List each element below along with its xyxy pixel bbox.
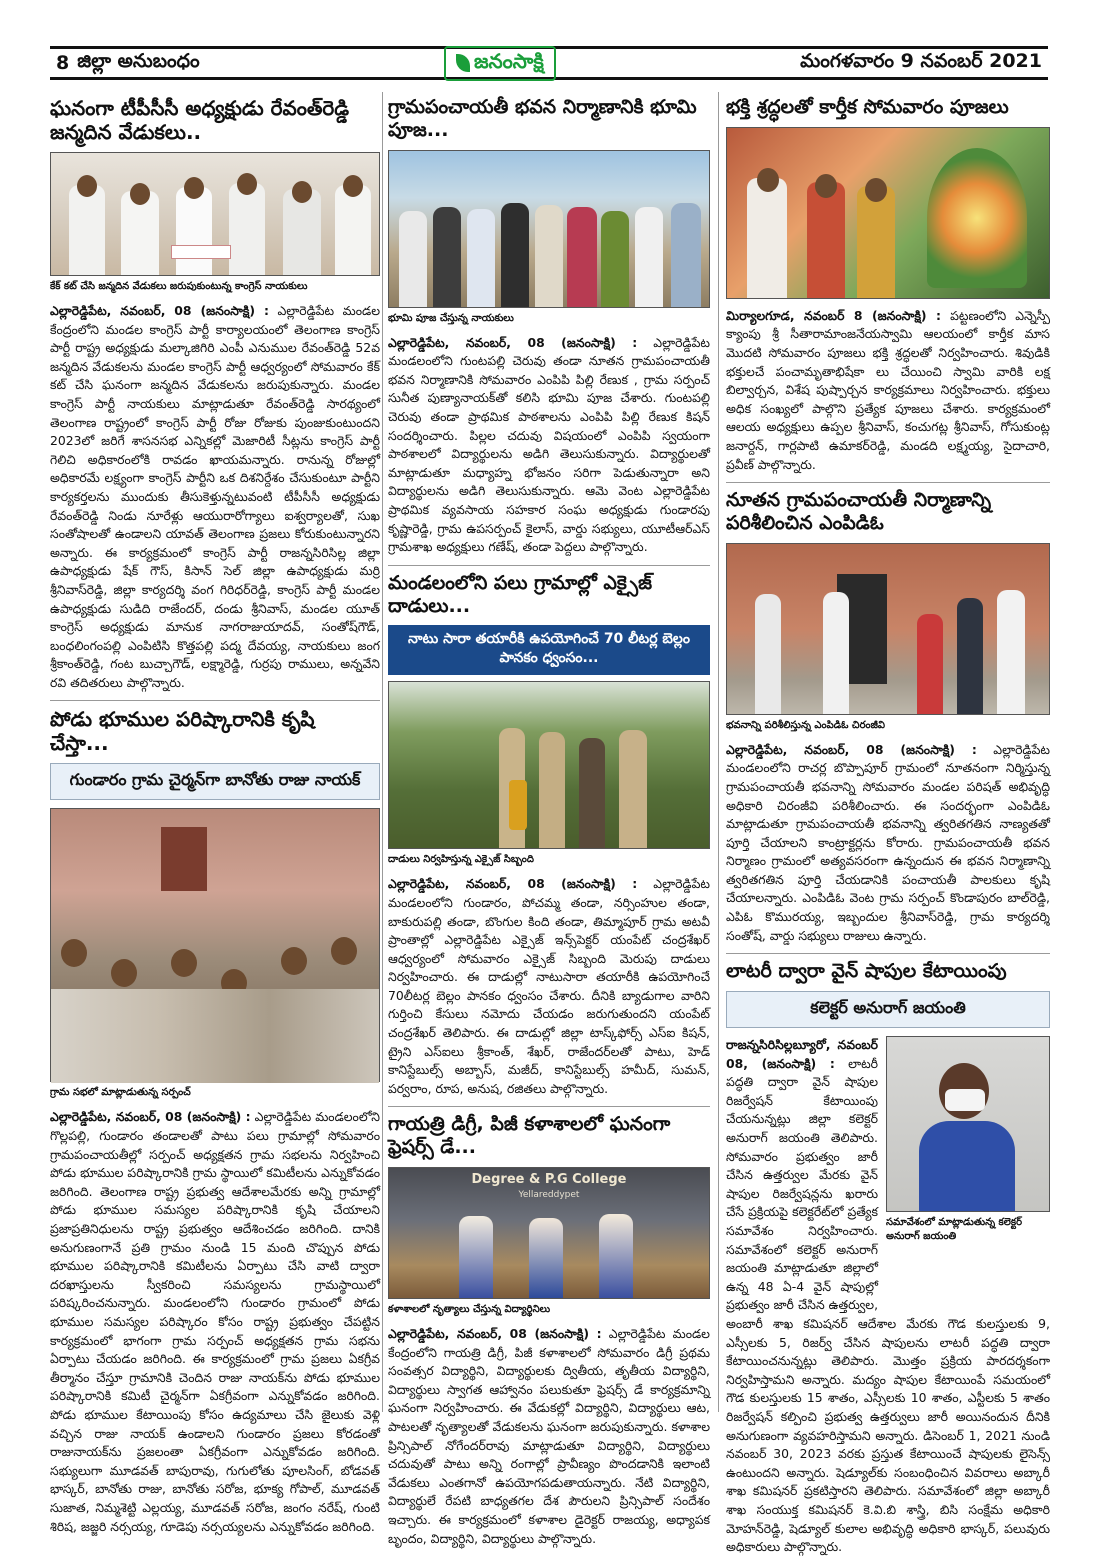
- section-name: జిల్లా అనుబంధం: [77, 49, 200, 72]
- article-headline: పోడు భూముల పరిష్కారానికి కృషి చేస్తా...: [50, 707, 315, 756]
- article-podu-lands: [50, 707, 380, 1536]
- article-headline: నూతన గ్రామపంచాయతీ నిర్మాణాన్ని పరిశీలించిన ఎంపిడిఓ: [726, 489, 992, 534]
- column-1: [50, 92, 380, 1544]
- article-text: లాటరీ పద్ధతి ద్వారా వైన్ షాపుల రిజర్వేషన్ కేటాయింపు చేయనున్నట్లు జిల్లా కలెక్టర్ అనురాగ్ జయంతి తెలిపారు. సోమవారం ప్రభుత్వం జారీ చేసిన ఉత్తర్వుల మేరకు వైన్ షాపుల రిజర్వేషన్లను ఖరారు చేసే ప్రక్రియపై కలెక్టరేట్‌లో ప్రత్యేక సమావేశం నిర్వహించారు. సమావేశంలో కలెక్టర్ అనురాగ్ జయంతి మాట్లాడుతూ జిల్లాలో ఉన్న 48 ఏ-4 వైన్ షాపుల్లో ప్రభుత్వం జారీ చేసిన ఉత్తర్వుల,: [726, 1055, 879, 1313]
- article-excise-raids: [388, 572, 710, 1099]
- page-header-left: [56, 50, 200, 77]
- article-body: [388, 334, 710, 557]
- photo-caption: కేక్ కట్ చేసి జన్మదిన వేడుకలు జరుపుకుంటున్న కాంగ్రెస్ నాయకులు: [50, 281, 308, 292]
- article-freshers-day: [388, 1113, 710, 1548]
- dateline: ఎల్లారెడ్డిపేట, నవంబర్, 08 (జనంసాక్షి) :: [388, 1326, 602, 1342]
- article-revanth-birthday: [50, 96, 380, 692]
- banner-subtext: Yellareddypet: [518, 1190, 580, 1201]
- article-photo: [388, 1167, 710, 1299]
- column-divider: [718, 92, 719, 1412]
- article-photo: [50, 152, 380, 276]
- dateline: రాజన్నసిరిసిల్లబ్యూరో, నవంబర్ 08, (జనంసాక్షి) :: [726, 1037, 878, 1071]
- article-body-narrow: [726, 1036, 878, 1315]
- article-subheadline: కలెక్టర్ అనురాగ్ జయంతి: [726, 991, 1050, 1028]
- article-subheadline: గుండారం గ్రామ చైర్మన్‌గా బానోతు రాజు నాయక్: [50, 763, 380, 800]
- article-body: [726, 1315, 1050, 1557]
- article-headline: లాటరీ ద్వారా వైన్ షాపుల కేటాయింపు: [726, 960, 1007, 983]
- dateline: ఎల్లారెడ్డిపేట, నవంబర్, 08 (జనంసాక్షి) :: [50, 1109, 251, 1125]
- article-top-row: [726, 1036, 1050, 1315]
- dateline: ఎల్లారెడ్డిపేట, నవంబర్, 08 (జనంసాక్షి) :: [726, 741, 977, 757]
- banner-text: Degree & P.G College: [471, 1172, 627, 1188]
- article-photo: [388, 681, 710, 849]
- article-body: [726, 741, 1050, 946]
- article-body: [50, 1108, 380, 1536]
- logo-text: జనంసాక్షి: [473, 48, 544, 73]
- article-headline: ఘనంగా టీపీసీసీ అధ్యక్షుడు రేవంత్‌రెడ్డి జన్మదిన వేడుకలు..: [50, 96, 350, 144]
- article-gp-bhoomi-puja: [388, 96, 710, 557]
- article-gp-inspection: [726, 489, 1050, 945]
- article-photo: [886, 1036, 1050, 1212]
- photo-caption: సమావేశంలో మాట్లాడుతున్న కలెక్టర్ అనురాగ్ జయంతి: [886, 1217, 1023, 1243]
- dateline: ఎల్లారెడ్డిపేట, నవంబర్, 08 (జనంసాక్షి) :: [50, 303, 269, 318]
- article-text: అంబారీ శాఖ కమిషనర్ ఆదేశాల మేరకు గౌడ కులస్తులకు 9, ఎస్సీలకు 5, రిజర్వ్ చేసిన షాపులను లాటరీ పద్ధతి ద్వారా కేటాయించనున్నట్లు తెలిపారు. మొత్తం ప్రక్రియ పారదర్శకంగా నిర్వహిస్తామని అన్నారు. మద్యం షాపుల కేటాయింపే సమయంలో గౌడ కులస్తులకు 15 శాతం, ఎస్సీలకు 10 శాతం, ఎస్టీలకు 5 శాతం రిజర్వేషన్ కల్పించి ప్రభుత్వ ఉత్తర్వులు జారీ అయినందున దీనికి అనుగుణంగా వ్యవహరిస్తామని అన్నారు. డిసెంబర్ 1, 2021 నుండి నవంబర్ 30, 2023 వరకు ప్రస్తుత కేటాయించే షాపులకు లైసెన్స్ ఉంటుందని అన్నారు. షెడ్యూల్‌కు సంబంధించిన వివరాలు అబ్కారీ శాఖ కమిషనర్ ప్రకటిస్తారని తెలిపారు. సమావేశంలో జిల్లా అబ్కారీ శాఖ సంయుక్త కమిషనర్ కె.వి.బి శాస్త్రి, బిసి సంక్షేమ అధికారి మోహన్‌రెడ్డి, షెడ్యూల్ కులాల అభివృద్ధి అధికారి భాస్కర్, పలువురు అధికారులు పాల్గొన్నారు.: [726, 1315, 1050, 1555]
- article-text: ఎల్లారెడ్డిపేట మండల కేంద్రంలోని గాయత్రి డిగ్రీ, పిజీ కళాశాలలో సోమవారం డిగ్రీ ప్రథమ సంవత్సర విద్యార్థిని, విద్యార్థులకు ద్వితీయ, తృతీయ విద్యార్థిని, విద్యార్థులు స్వాగత ఆహ్వానం పలుకుతూ ఫ్రెషర్స్ డే కార్యక్రమాన్ని ఘనంగా నిర్వహించారు. ఈ వేడుకల్లో విద్యార్థిని, విద్యార్థులు ఆట, పాటలతో నృత్యాలతో వేడుకలను ఘనంగా జరుపుకున్నారు. కళాశాల ప్రిన్సిపాల్ నోగేందర్‌రావు మాట్లాడుతూ విద్యార్థిని, విద్యార్థులు చదువుతో పాటు అన్ని రంగాల్లో ప్రావీణ్యం పొందడానికి ఇలాంటి వేడుకలు ఎంతగానో ఉపయోగపడుతాయన్నారు. నేటి విద్యార్థిని, విద్యార్థులే రేపటి బాధ్యతగల దేశ పౌరులని ప్రిన్సిపాల్ సందేశం ఇచ్చారు. ఈ కార్యక్రమంలో కళాశాల డైరెక్టర్ రాజయ్య, అధ్యాపక బృందం, విద్యార్థిని, విద్యార్థులు పాల్గొన్నారు.: [388, 1326, 710, 1546]
- article-text: ఎల్లారెడ్డిపేట మండలంలోని గుంటపల్లి చెరువు తండా నూతన గ్రామపంచాయతీ భవన నిర్మాణానికి సోమవారం ఎంపిపి పిల్లి రేణుక , గ్రామ సర్పంచ్ సునీత పుణ్యానాయక్‌తో కలిసి భూమి పూజ చేశారు. గుంటపల్లి చెరువు తండా ప్రాథమిక పాఠశాలను ఎంపిపి పిల్లి రేణుక కిషన్ సందర్శించారు. పిల్లల చదువు విషయంలో ఎంపిపి స్వయంగా పాఠశాలలో విద్యార్థులను అడిగి తెలుసుకున్నారు. విద్యార్థులతో మాట్లాడుతూ మధ్యాహ్న భోజనం సరిగా పెడుతున్నారా అని విద్యార్థులను అడిగి తెలుసుకున్నారు. ఆమె వెంట ఎల్లారెడ్డిపేట ప్రాథమిక వ్యవసాయ సహకార సంఘ అధ్యక్షుడు గుండారపు కృష్ణారెడ్డి, గ్రామ ఉపసర్పంచ్ కైలాస్, వార్డు సభ్యులు, యూటీఆర్ఎస్ గ్రామశాఖ అధ్యక్షులు గణేష్, తండా పెద్దలు పాల్గొన్నారు.: [388, 334, 710, 555]
- photo-caption: గ్రామ సభలో మాట్లాడుతున్న సర్పంచ్: [50, 1087, 191, 1099]
- dateline: ఎల్లారెడ్డిపేట, నవంబర్, 08 (జనంసాక్షి) :: [388, 876, 638, 892]
- article-headline: గ్రామపంచాయతీ భవన నిర్మాణానికి భూమి పూజ...: [388, 96, 697, 141]
- leaf-icon: [456, 54, 470, 72]
- page-number: 8: [56, 52, 70, 74]
- article-photo: [726, 127, 1050, 299]
- article-text: ఎల్లారెడ్డిపేట మండలంలోని గుండారం, పోచమ్మ తండా, నర్సింహుల తండా, బాకురుపల్లి తండా, బొంగుల కింది తండా, తిమ్మాపూర్ గ్రామ అటవీ ప్రాంతాల్లో ఎల్లారెడ్డిపేట ఎక్సైజ్ ఇన్స్‌పెక్టర్ యంపేట్ చంద్రశేఖర్ ఆధ్వర్యంలో సోమవారం ఎక్సైజ్ సిబ్బంది మెరుపు దాడులు నిర్వహించారు. ఈ దాడుల్లో నాటుసారా తయారీకి ఉపయోగించే 70లీటర్ల బెల్లం పానకం ధ్వంసం చేశారు. దీనికి బ్యాడుగాల వారిని గుర్తించి కేసులు నమోదు చేయడం జరుగుతుందని యంపేట్ చంద్రశేఖర్ తెలిపారు. ఈ దాడుల్లో జిల్లా టాస్క్‌ఫోర్స్ ఎస్ఐ కిషన్, ట్రైని ఎస్ఐలు శ్రీకాంత్, శేఖర్, రాజేందర్‌లతో పాటు, హెడ్ కానిస్టేబుల్స్ అబ్బాస్, మజీద్, కానిస్టేబుల్స్ హమీద్, సుమన్, పర్వరాం, రూప, అనుష, రజితలు పాల్గొన్నారు.: [388, 876, 710, 1096]
- article-headline: మండలంలోని పలు గ్రామాల్లో ఎక్సైజ్ దాడులు...: [388, 571, 652, 617]
- photo-block: [886, 1036, 1050, 1315]
- column-3: [726, 92, 1050, 1565]
- article-body: [388, 875, 710, 1098]
- article-photo: [388, 150, 710, 308]
- page-header: [50, 46, 1048, 80]
- article-karthika-puja: [726, 96, 1050, 474]
- article-text: ఎల్లారెడ్డిపేట మండలంలోని రాచర్ల బొప్పాపూర్ గ్రామంలో నూతనంగా నిర్మిస్తున్న గ్రామపంచాయతీ భవనాన్ని సోమవారం మండల పరిషత్ అభివృద్ధి అధికారి చిరంజీవి పరిశీలించారు. ఈ సందర్భంగా ఎంపిడిఓ మాట్లాడుతూ గ్రామపంచాయతీ భవనాన్ని త్వరితగతిన నాణ్యతతో పూర్తి చేయాలని కాంట్రాక్టర్లను కోరారు. గ్రామపంచాయతీ భవన నిర్మాణం గ్రామంలో అత్యవసరంగా ఉన్నందున ఈ భవన నిర్మాణాన్ని త్వరితగతిన పూర్తి చేయడానికి పంచాయతీ పాలకులు కృషి చేయాలన్నారు. ఎంపిడిఓ వెంట గ్రామ సర్పంచ్ కొండాపురం బాల్‌రెడ్డి, ఎపిఓ కొమురయ్య, ఇబ్బందుల శ్రీనివాస్‌రెడ్డి, గ్రామ కార్యదర్శి సంతోష్, వార్డు సభ్యులు రాజులు ఉన్నారు.: [726, 741, 1050, 943]
- issue-date: మంగళవారం 9 నవంబర్ 2021: [800, 49, 1042, 72]
- article-photo: [726, 543, 1050, 715]
- photo-caption: భూమి పూజ చేస్తున్న నాయకులు: [388, 312, 514, 324]
- column-divider: [382, 92, 383, 1412]
- article-text: ఎల్లారెడ్డిపేట మండల కేంద్రంలోని మండల కాంగ్రెస్ పార్టీ కార్యాలయంలో తెలంగాణ కాంగ్రెస్ పార్టీ రాష్ట్ర అధ్యక్షుడు మల్కాజిగిరి ఎంపీ ఎనుముల రేవంత్‌రెడ్డి 52వ జన్మదిన వేడుకలను మండల కాంగ్రెస్ పార్టీ ఆధ్వర్యంలో సోమవారం కేక్ కట్ చేసి ఘనంగా జన్మదిన వేడుకలను జరుపుకున్నారు. మండల కాంగ్రెస్ పార్టీ నాయకులు మాట్లాడుతూ రేవంత్‌రెడ్డి సారథ్యంలో తెలంగాణ రాష్ట్రంలో కాంగ్రెస్ పార్టీ రోజు రోజుకు పుంజుకుంటుందని 2023లో జరిగే శాసనసభ ఎన్నికల్లో మెజారిటీ సీట్లను కాంగ్రెస్ పార్టీ గెలిచి అధికారంలోకి రావడం ఖాయమన్నారు. రానున్న రోజుల్లో అధికారమే లక్ష్యంగా కాంగ్రెస్ పార్టీని ఒక దిశనిర్దేశం చేసుకుంటూ పార్టీని కార్యకర్తలను ముందుకు తీసుకెళ్తున్నటువంటి టీపీసీసీ అధ్యక్షుడు రేవంత్‌రెడ్డి నిండు నూరేళ్లు ఆయురారోగ్యాలు ఐశ్వర్యాలతో, సుఖ సంతోషాలతో ఉండాలని యావత్ తెలంగాణ ప్రజలు కోరుకుంటున్నారని అన్నారు. ఈ కార్యక్రమంలో కాంగ్రెస్ పార్టీ రాజన్నసిరిసిల్ల జిల్లా ఉపాధ్యక్షుడు షేక్ గౌస్, కిసాన్ సెల్ జిల్లా ఉపాధ్యక్షుడు మర్రి శ్రీనివాస్‌రెడ్డి, జిల్లా కార్యదర్శి వంగ గిరిధర్‌రెడ్డి, కాంగ్రెస్ పార్టీ మండల ఉపాధ్యక్షుడు సుడిది రాజేందర్, దండు శ్రీనివాస్, మండల యూత్ కాంగ్రెస్ అధ్యక్షుడు మానుక నాగరాజుయాదవ్, సంతోష్‌గౌడ్, బంధలింగంపల్లి ఎంపిటిసి కొత్తపల్లి పద్మ దేవయ్య, నాయకులు జంగ శ్రీకాంత్‌రెడ్డి, గంట బుచ్చాగౌడ్, లక్ష్మారెడ్డి, గుర్రపు రాములు, అన్నవేని రవి తదితరులు పాల్గొన్నారు.: [50, 303, 380, 690]
- dateline: ఎల్లారెడ్డిపేట, నవంబర్, 08 (జనంసాక్షి) :: [388, 334, 638, 350]
- article-text: ఎల్లారెడ్డిపేట మండలంలోని గొల్లపల్లి, గుండారం తండాలతో పాటు పలు గ్రామాల్లో సోమవారం గ్రామపంచాయతీల్లో సర్పంచ్ అధ్యక్షతన గ్రామ సభలను నిర్వహించి పోడు భూముల పరిష్కారానికి గ్రామ స్థాయిలో కమిటీలను ఎన్నుకోవడం జరిగింది. తెలంగాణ రాష్ట్ర ప్రభుత్వ ఆదేశాలమేరకు అన్ని గ్రామాల్లో పోడు భూముల సమస్యల పరిష్కారానికి కృషి చేయాలని ప్రజాప్రతినిధులను రాష్ట్ర ప్రభుత్వం ఆదేశించడం జరిగింది. దానికి అనుగుణంగానే ప్రతి గ్రామం నుండి 15 మంది చొప్పున పోడు భూముల పరిష్కారానికి కమిటీలను ఏర్పాటు చేసి వాటి ద్వారా దరఖాస్తులను స్వీకరించి సమస్యలను గ్రామస్థాయిలో పరిష్కరించనున్నారు. మండలంలోని గుండారం గ్రామంలో పోడు భూముల సమస్యల పరిష్కారం కోసం రాష్ట్ర ప్రభుత్వం చేపట్టిన కార్యక్రమంలో భాగంగా గ్రామ సర్పంచ్ అధ్యక్షతన గ్రామ సభను ఏర్పాటు చేయడం జరిగింది. ఈ కార్యక్రమంలో గ్రామ ప్రజలు ఏకగ్రీవ తీర్మానం చేస్తూ గ్రామానికి చెందిన రాజు నాయక్‌ను పోడు భూముల పరిష్కారానికి కమిటీ చైర్మన్‌గా ఏకగ్రీవంగా ఎన్నుకోవడం జరిగింది. పోడు భూముల కేటాయింపు కోసం ఉద్యమాలు చేసి జైలుకు వెళ్లి వచ్చిన రాజు నాయక్ ఉండాలని గుండారం ప్రజలు కోరడంతో రాజునాయక్‌ను ప్రజలంతా ఏకగ్రీవంగా ఎన్నుకోవడం జరిగింది. సభ్యులుగా మూడవత్ బాపురావు, గుగులోతు పూలసింగ్, బోడవత్ భాస్కర్, బానోతు రాజు, బానోతు సరోజ, భూక్య గోపాల్, మూడవత్ సుజాత, నిమ్మశెట్టి ఎల్లయ్య, మూడవత్ సరోజ, జంగం నరేష్, గుంటి శిరిష, జజ్జరి నర్సయ్య, గూడెపు నర్సయ్యలను ఎన్నుకోవడం జరిగింది.: [50, 1109, 380, 1534]
- photo-caption: దాడులు నిర్వహిస్తున్న ఎక్సైజ్ సిబ్బంది: [388, 854, 534, 866]
- article-headline: గాయత్రి డిగ్రీ, పిజీ కళాశాలలో ఘనంగా ఫ్రెషర్స్ డే...: [388, 1113, 671, 1159]
- column-2: [388, 92, 710, 1556]
- photo-caption: కళాశాలలో నృత్యాలు చేస్తున్న విద్యార్థినిలు: [388, 1304, 551, 1316]
- article-photo: [50, 808, 380, 1082]
- article-wine-shop-lottery: [726, 960, 1050, 1556]
- dateline: మిర్యాలగూడ, నవంబర్ 8 (జనంసాక్షి) :: [726, 307, 942, 323]
- masthead-logo: [444, 46, 556, 81]
- article-subheadline: నాటు సారా తయారీకి ఉపయోగించే 70 లీటర్ల బెల్లం పానకం ధ్వంసం...: [388, 625, 710, 675]
- article-text: పట్టణంలోని ఎన్నెస్పీ క్యాంపు శ్రీ సీతారామాంజనేయస్వామి ఆలయంలో కార్తీక మాస మొదటి సోమవారం పూజలు భక్తి శ్రద్ధలతో నిర్వహించారు. శివుడికి భక్తులచే పంచామృతాభిషేకా లు చేయించి స్వామి వారికి లక్ష బిల్వార్చన, విశేష పుష్పార్చన కార్యక్రమాలు నిర్వహించారు. భక్తులు అధిక సంఖ్యలో పాల్గొని ప్రత్యేక పూజలు చేశారు. కార్యక్రమంలో ఆలయ అధ్యక్షులు ఉప్పల శ్రీనివాస్, కంచుగట్ల శ్రీనివాస్, గోసుకుంట్ల జనార్దన్, గార్లపాటి ఉమాకర్‌రెడ్డి, మండది లక్ష్మయ్య, సైదాచారి, ప్రవీణ్ పాల్గొన్నారు.: [726, 307, 1050, 472]
- article-body: [726, 307, 1050, 474]
- article-body: [50, 302, 380, 692]
- article-headline: భక్తి శ్రద్ధలతో కార్తీక సోమవారం పూజలు: [726, 96, 1009, 118]
- article-body: [388, 1325, 710, 1548]
- photo-caption: భవనాన్ని పరిశీలిస్తున్న ఎంపిడిఓ చిరంజీవి: [726, 719, 885, 731]
